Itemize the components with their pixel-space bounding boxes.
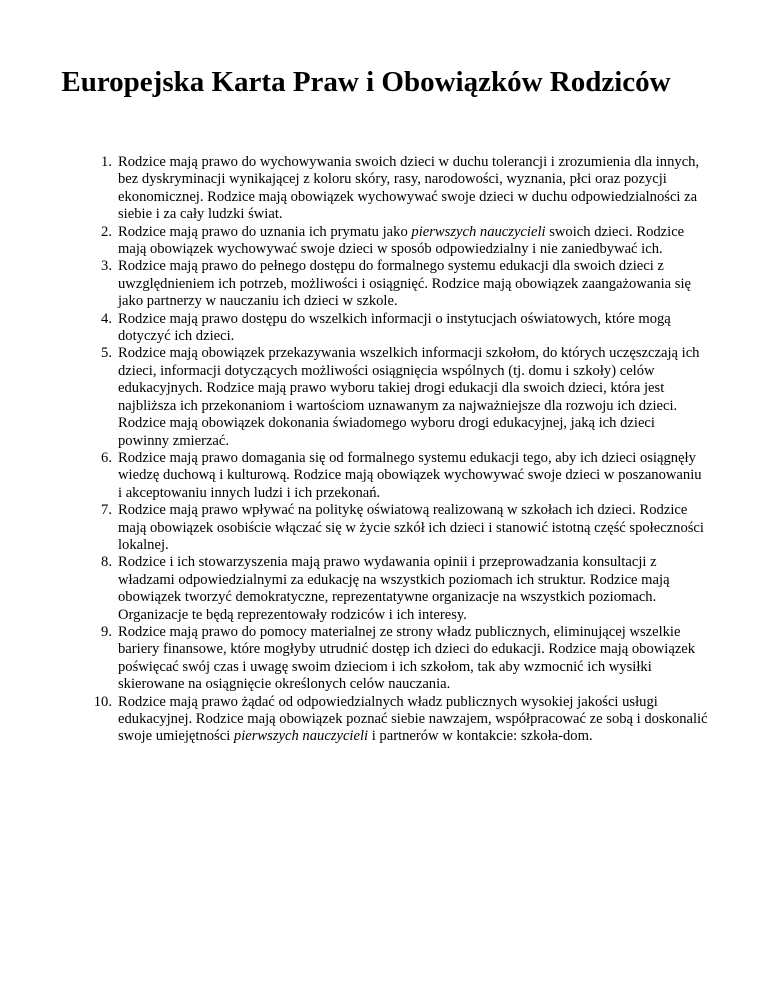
list-item xyxy=(101,345,708,449)
item-text-emphasis: pierwszych nauczycieli xyxy=(233,728,369,745)
item-text: Rodzice mają prawo do pełnego dostępu do formalnego systemu edukacji dla swoich dzieci z uwzględnieniem ich potrzeb, możliwości i osiągnięć. Rodzice mają obowiązek zaangażowania się jako partnerzy w nauczaniu ich dzieci w szkole. xyxy=(118,258,691,310)
item-number: 2. xyxy=(101,223,112,240)
item-text: Rodzice mają prawo do pomocy materialnej ze strony władz publicznych, eliminującej wszelkie bariery finansowe, które mogłyby utrudnić dostęp ich dzieci do edukacji. Rodzice mają obowiązek poświęcać swój czas i uwagę swoim dzieciom i ich szkołom, tak aby wzmocnić ich wysiłki skierowane na osiągnięcie określonych celów nauczania. xyxy=(118,623,696,693)
list-item xyxy=(101,623,708,694)
item-text: Rodzice mają prawo do wychowywania swoich dzieci w duchu tolerancji i zrozumienia dla innych, bez dyskryminacji wynikającej z koloru skóry, rasy, narodowości, wyznania, płci oraz pozycji ekonomicznej. Rodzice mają obowiązek wychowywać swoje dzieci w duchu odpowiedzialności za siebie i za cały ludzki świat. xyxy=(118,154,700,223)
rights-list xyxy=(0,154,708,746)
list-item xyxy=(101,502,708,554)
item-number: 5. xyxy=(101,345,112,362)
item-text-part: swoich dzieci. Rodzice mają obowiązek wychowywać swoje dzieci w sposób odpowiedzialny i nie zaniedbywać ich. xyxy=(118,223,685,258)
item-number: 6. xyxy=(101,449,112,466)
list-item xyxy=(101,449,708,502)
list-item xyxy=(101,310,708,346)
item-text-part: Rodzice mają prawo żądać od odpowiedzialnych władz publicznych wysokiej jakości usługi edukacyjnej. Rodzice mają obowiązek poznać siebie nawzajem, współpracować ze sobą i doskonalić swoje umiejętności xyxy=(118,693,708,745)
item-text: Rodzice mają prawo domagania się od formalnego systemu edukacji tego, aby ich dzieci osiągnęły wiedzę duchową i kulturową. Rodzice mają obowiązek wychowywać swoje dzieci w poszanowaniu i akceptowaniu innych ludzi i ich przekonań. xyxy=(118,449,702,501)
list-item xyxy=(101,554,708,624)
item-text-part: i partnerów w kontakcie: szkoła-dom. xyxy=(368,728,593,745)
item-number: 3. xyxy=(101,258,112,275)
list-item xyxy=(101,154,708,224)
list-item xyxy=(101,258,708,310)
document-title: Europejska Karta Praw i Obowiązków Rodziców xyxy=(61,66,671,98)
item-text-part: Rodzice mają prawo do uznania ich prymatu jako xyxy=(118,223,412,240)
list-item xyxy=(93,693,708,746)
item-number: 10. xyxy=(93,693,112,710)
item-text: Rodzice mają prawo wpływać na politykę oświatową realizowaną w szkołach ich dzieci. Rodzice mają obowiązek osobiście włączać się w życie szkół ich dzieci i stanowić istotną część społeczności lokalnej. xyxy=(118,502,704,553)
item-number: 7. xyxy=(101,502,112,519)
item-number: 1. xyxy=(101,154,112,170)
item-text-emphasis: pierwszych nauczycieli xyxy=(411,223,546,240)
item-number: 9. xyxy=(101,623,112,640)
list-item xyxy=(101,223,708,259)
item-number: 4. xyxy=(101,310,112,327)
item-text: Rodzice i ich stowarzyszenia mają prawo wydawania opinii i przeprowadzania konsultacji z władzami odpowiedzialnymi za edukację na wszystkich poziomach ich struktur. Rodzice mają obowiązek tworzyć demokratyczne, reprezentatywne organizacje na wszystkich poziomach. Organizacje te będą reprezentowały rodziców i ich interesy. xyxy=(118,554,670,623)
item-text: Rodzice mają prawo dostępu do wszelkich informacji o instytucjach oświatowych, które mogą dotyczyć ich dzieci. xyxy=(118,310,671,345)
item-text: Rodzice mają obowiązek przekazywania wszelkich informacji szkołom, do których uczęszczają ich dzieci, informacji dotyczących możliwości osiągnięcia wspólnych (tj. domu i szkoły) celów edukacyjnych. Rodzice mają prawo wyboru takiej drogi edukacji dla swoich dzieci, która jest najbliższa ich przekonaniom i wartościom uznawanym za najważniejsze dla rozwoju ich dzieci. Rodzice mają obowiązek dokonania świadomego wyboru drogi edukacyjnej, jaką ich dzieci powinny zmierzać. xyxy=(118,345,700,449)
item-number: 8. xyxy=(101,554,112,571)
